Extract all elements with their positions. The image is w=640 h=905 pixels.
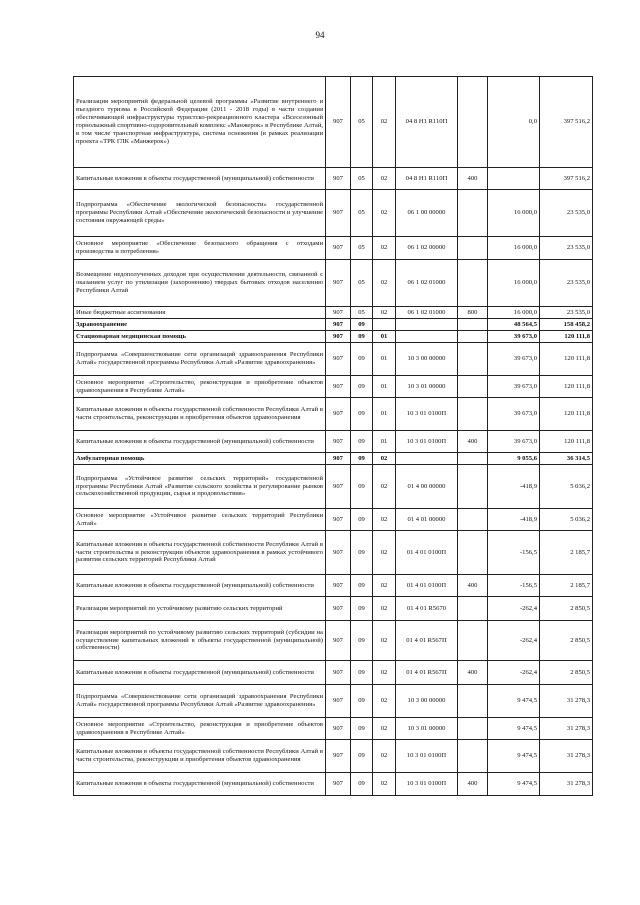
target-article-code: 10 3 01 00000 <box>396 376 458 398</box>
target-article-code: 01 4 01 R567П <box>396 661 458 685</box>
section-code: 09 <box>351 661 373 685</box>
amount-total: 120 111,8 <box>540 331 593 343</box>
grbs-code: 907 <box>326 77 351 168</box>
expense-type-code <box>458 718 488 740</box>
grbs-code: 907 <box>326 509 351 531</box>
section-code: 05 <box>351 307 373 319</box>
expense-type-code: 400 <box>458 168 488 190</box>
expense-type-code: 800 <box>458 307 488 319</box>
expense-type-code <box>458 621 488 661</box>
amount-change: 9 474,5 <box>488 740 540 773</box>
amount-total: 5 036,2 <box>540 509 593 531</box>
grbs-code: 907 <box>326 597 351 621</box>
subsection-code <box>373 319 396 331</box>
grbs-code: 907 <box>326 376 351 398</box>
grbs-code: 907 <box>326 661 351 685</box>
item-name: Здравоохранение <box>74 319 326 331</box>
grbs-code: 907 <box>326 331 351 343</box>
table-row <box>74 343 593 376</box>
table-row <box>74 453 593 465</box>
section-code: 09 <box>351 575 373 597</box>
amount-change: 16 000,0 <box>488 260 540 307</box>
table-row <box>74 773 593 796</box>
expense-type-code <box>458 509 488 531</box>
grbs-code: 907 <box>326 319 351 331</box>
section-code: 09 <box>351 597 373 621</box>
section-code: 09 <box>351 331 373 343</box>
amount-total: 120 111,8 <box>540 398 593 431</box>
amount-total: 23 535,0 <box>540 237 593 260</box>
grbs-code: 907 <box>326 190 351 237</box>
amount-change: 39 673,0 <box>488 343 540 376</box>
amount-change: -156,5 <box>488 575 540 597</box>
item-name: Капитальные вложения в объекты государственной собственности Республики Алтай в части строительства, реконструкции и приобретения объектов здравоохранения <box>74 740 326 773</box>
target-article-code: 06 1 00 00000 <box>396 190 458 237</box>
target-article-code: 10 3 00 00000 <box>396 343 458 376</box>
item-name: Реализация мероприятий федеральной целевой программы «Развитие внутреннего и въездного туризма в Российской Федерации (2011 - 2018 годы) в части создания обеспечивающей инфраструктуры туристско-рекреационного кластера «Всесезонный горнолыжный спортивно-оздоровительный комплекс «Манжерок» в Республике Алтай, в том числе транспортная инфраструктура, система оснежения (в рамках реализации проекта «ТРК ГЛК «Манжерок») <box>74 77 326 168</box>
expense-type-code <box>458 740 488 773</box>
grbs-code: 907 <box>326 307 351 319</box>
subsection-code: 02 <box>373 509 396 531</box>
table-row <box>74 237 593 260</box>
grbs-code: 907 <box>326 453 351 465</box>
subsection-code: 02 <box>373 661 396 685</box>
expense-type-code <box>458 465 488 509</box>
section-code: 09 <box>351 718 373 740</box>
grbs-code: 907 <box>326 685 351 718</box>
table-row <box>74 718 593 740</box>
item-name: Подпрограмма «Совершенствование сети организаций здравоохранения Республики Алтай» государственной программы Республики Алтай «Развитие здравоохранения» <box>74 685 326 718</box>
grbs-code: 907 <box>326 237 351 260</box>
item-name: Иные бюджетные ассигнования <box>74 307 326 319</box>
target-article-code: 10 3 01 0100П <box>396 431 458 453</box>
section-code: 09 <box>351 621 373 661</box>
amount-change: 9 055,6 <box>488 453 540 465</box>
item-name: Возмещение недополученных доходов при осуществлении деятельности, связанной с оказанием услуг по утилизации (захоронению) твердых бытовых отходов населению Республики Алтай <box>74 260 326 307</box>
subsection-code: 02 <box>373 740 396 773</box>
amount-total: 120 111,8 <box>540 343 593 376</box>
amount-change: 39 673,0 <box>488 431 540 453</box>
target-article-code: 10 3 01 0100П <box>396 740 458 773</box>
subsection-code: 02 <box>373 77 396 168</box>
target-article-code: 06 1 02 01000 <box>396 307 458 319</box>
table-row <box>74 509 593 531</box>
target-article-code: 04 8 Н1 R110П <box>396 168 458 190</box>
subsection-code: 01 <box>373 431 396 453</box>
target-article-code: 01 4 01 00000 <box>396 509 458 531</box>
subsection-code: 02 <box>373 685 396 718</box>
table-row <box>74 398 593 431</box>
grbs-code: 907 <box>326 621 351 661</box>
table-row <box>74 740 593 773</box>
target-article-code: 04 8 Н1 R110П <box>396 77 458 168</box>
amount-total: 2 185,7 <box>540 575 593 597</box>
item-name: Подпрограмма «Совершенствование сети организаций здравоохранения Республики Алтай» государственной программы Республики Алтай «Развитие здравоохранения» <box>74 343 326 376</box>
target-article-code: 06 1 02 01000 <box>396 260 458 307</box>
item-name: Реализация мероприятий по устойчивому развитию сельских территорий (субсидии на осуществление капитальных вложений в объекты государственной (муниципальной) собственности) <box>74 621 326 661</box>
table-row <box>74 319 593 331</box>
subsection-code: 02 <box>373 453 396 465</box>
table-row <box>74 575 593 597</box>
target-article-code: 01 4 01 R567П <box>396 621 458 661</box>
item-name: Капитальные вложения в объекты государственной (муниципальной) собственности <box>74 661 326 685</box>
target-article-code: 10 3 00 00000 <box>396 685 458 718</box>
amount-change: 0,0 <box>488 77 540 168</box>
section-code: 09 <box>351 376 373 398</box>
subsection-code: 02 <box>373 718 396 740</box>
amount-change: 16 000,0 <box>488 307 540 319</box>
amount-change: -262,4 <box>488 597 540 621</box>
amount-total: 23 535,0 <box>540 190 593 237</box>
grbs-code: 907 <box>326 575 351 597</box>
section-code: 09 <box>351 431 373 453</box>
amount-change <box>488 168 540 190</box>
section-code: 09 <box>351 531 373 575</box>
expense-type-code <box>458 190 488 237</box>
expense-type-code <box>458 319 488 331</box>
table-row <box>74 661 593 685</box>
subsection-code: 02 <box>373 168 396 190</box>
item-name: Капитальные вложения в объекты государственной (муниципальной) собственности <box>74 168 326 190</box>
grbs-code: 907 <box>326 398 351 431</box>
amount-change: -262,4 <box>488 621 540 661</box>
section-code: 05 <box>351 260 373 307</box>
item-name: Подпрограмма «Обеспечение экологической безопасности» государственной программы Республики Алтай «Обеспечение экологической безопасности и улучшение состояния окружающей среды» <box>74 190 326 237</box>
amount-change: 9 474,5 <box>488 685 540 718</box>
item-name: Стационарная медицинская помощь <box>74 331 326 343</box>
expense-type-code <box>458 376 488 398</box>
table-row <box>74 168 593 190</box>
table-row <box>74 597 593 621</box>
table-row <box>74 260 593 307</box>
subsection-code: 01 <box>373 331 396 343</box>
grbs-code: 907 <box>326 773 351 796</box>
amount-total: 31 278,3 <box>540 740 593 773</box>
amount-change: 39 673,0 <box>488 331 540 343</box>
section-code: 05 <box>351 77 373 168</box>
amount-change: 9 474,5 <box>488 773 540 796</box>
section-code: 09 <box>351 773 373 796</box>
subsection-code: 02 <box>373 237 396 260</box>
amount-total: 5 036,2 <box>540 465 593 509</box>
grbs-code: 907 <box>326 531 351 575</box>
target-article-code: 01 4 01 0100П <box>396 575 458 597</box>
section-code: 09 <box>351 509 373 531</box>
target-article-code: 01 4 00 00000 <box>396 465 458 509</box>
subsection-code: 02 <box>373 531 396 575</box>
amount-total: 31 278,3 <box>540 685 593 718</box>
grbs-code: 907 <box>326 465 351 509</box>
item-name: Капитальные вложения в объекты государственной (муниципальной) собственности <box>74 575 326 597</box>
amount-change: -262,4 <box>488 661 540 685</box>
item-name: Основное мероприятие «Строительство, реконструкция и приобретение объектов здравоохранения в Республике Алтай» <box>74 718 326 740</box>
subsection-code: 02 <box>373 307 396 319</box>
grbs-code: 907 <box>326 740 351 773</box>
expense-type-code <box>458 331 488 343</box>
expense-type-code: 400 <box>458 431 488 453</box>
grbs-code: 907 <box>326 718 351 740</box>
expense-type-code <box>458 77 488 168</box>
subsection-code: 02 <box>373 575 396 597</box>
section-code: 05 <box>351 168 373 190</box>
target-article-code <box>396 331 458 343</box>
item-name: Основное мероприятие «Обеспечение безопасного обращения с отходами производства и потребления» <box>74 237 326 260</box>
page-number: 94 <box>315 30 325 40</box>
grbs-code: 907 <box>326 343 351 376</box>
amount-change: 16 000,0 <box>488 190 540 237</box>
section-code: 05 <box>351 237 373 260</box>
table-row <box>74 621 593 661</box>
target-article-code: 10 3 01 0100П <box>396 773 458 796</box>
subsection-code: 01 <box>373 398 396 431</box>
expense-type-code <box>458 453 488 465</box>
amount-change: 39 673,0 <box>488 398 540 431</box>
subsection-code: 02 <box>373 597 396 621</box>
subsection-code: 02 <box>373 773 396 796</box>
target-article-code: 01 4 01 R5670 <box>396 597 458 621</box>
table-row <box>74 190 593 237</box>
expense-type-code <box>458 398 488 431</box>
amount-total: 2 850,5 <box>540 661 593 685</box>
section-code: 09 <box>351 453 373 465</box>
amount-total: 120 111,8 <box>540 376 593 398</box>
grbs-code: 907 <box>326 260 351 307</box>
amount-change: 16 000,0 <box>488 237 540 260</box>
target-article-code: 10 3 01 00000 <box>396 718 458 740</box>
target-article-code: 01 4 01 0100П <box>396 531 458 575</box>
expense-type-code <box>458 343 488 376</box>
amount-change: -418,9 <box>488 465 540 509</box>
amount-total: 158 458,2 <box>540 319 593 331</box>
amount-total: 397 516,2 <box>540 168 593 190</box>
table-row <box>74 531 593 575</box>
table-row <box>74 431 593 453</box>
expense-type-code <box>458 685 488 718</box>
expense-type-code <box>458 260 488 307</box>
expense-type-code <box>458 237 488 260</box>
item-name: Амбулаторная помощь <box>74 453 326 465</box>
table-row <box>74 465 593 509</box>
amount-total: 36 314,5 <box>540 453 593 465</box>
table-row <box>74 307 593 319</box>
item-name: Подпрограмма «Устойчивое развитие сельских территорий» государственной программы Республики Алтай «Развитие сельского хозяйства и регулирование рынков сельскохозяйственной продукции, сырья и продовольствия» <box>74 465 326 509</box>
subsection-code: 02 <box>373 465 396 509</box>
item-name: Капитальные вложения в объекты государственной (муниципальной) собственности <box>74 431 326 453</box>
section-code: 09 <box>351 465 373 509</box>
amount-total: 2 185,7 <box>540 531 593 575</box>
amount-change: 39 673,0 <box>488 376 540 398</box>
target-article-code: 10 3 01 0100П <box>396 398 458 431</box>
expense-type-code: 400 <box>458 575 488 597</box>
expense-type-code: 400 <box>458 661 488 685</box>
amount-total: 31 278,3 <box>540 773 593 796</box>
subsection-code: 02 <box>373 621 396 661</box>
table-row <box>74 331 593 343</box>
section-code: 09 <box>351 343 373 376</box>
amount-total: 120 111,8 <box>540 431 593 453</box>
table-row <box>74 685 593 718</box>
table-row <box>74 77 593 168</box>
item-name: Капитальные вложения в объекты государственной (муниципальной) собственности <box>74 773 326 796</box>
amount-total: 31 278,3 <box>540 718 593 740</box>
table-row <box>74 376 593 398</box>
item-name: Основное мероприятие «Строительство, реконструкция и приобретение объектов здравоохранения в Республике Алтай» <box>74 376 326 398</box>
budget-table <box>73 76 593 796</box>
target-article-code: 06 1 02 00000 <box>396 237 458 260</box>
section-code: 09 <box>351 685 373 718</box>
target-article-code <box>396 319 458 331</box>
expense-type-code <box>458 597 488 621</box>
amount-change: -418,9 <box>488 509 540 531</box>
amount-total: 397 516,2 <box>540 77 593 168</box>
grbs-code: 907 <box>326 431 351 453</box>
amount-change: 48 564,5 <box>488 319 540 331</box>
section-code: 09 <box>351 398 373 431</box>
amount-change: 9 474,5 <box>488 718 540 740</box>
subsection-code: 01 <box>373 343 396 376</box>
amount-total: 2 850,5 <box>540 621 593 661</box>
expense-type-code: 400 <box>458 773 488 796</box>
table-body <box>74 77 593 796</box>
section-code: 09 <box>351 740 373 773</box>
amount-total: 2 850,5 <box>540 597 593 621</box>
subsection-code: 02 <box>373 260 396 307</box>
item-name: Капитальные вложения в объекты государственной собственности Республики Алтай в части строительства, реконструкции и приобретения объектов здравоохранения <box>74 398 326 431</box>
item-name: Капитальные вложения в объекты государственной собственности Республики Алтай в части строительства и реконструкции объектов здравоохранения в рамках устойчивого развития сельских территорий Республики Алтай <box>74 531 326 575</box>
target-article-code <box>396 453 458 465</box>
item-name: Реализация мероприятий по устойчивому развитию сельских территорий <box>74 597 326 621</box>
amount-total: 23 535,0 <box>540 260 593 307</box>
amount-change: -156,5 <box>488 531 540 575</box>
subsection-code: 01 <box>373 376 396 398</box>
section-code: 09 <box>351 319 373 331</box>
amount-total: 23 535,0 <box>540 307 593 319</box>
section-code: 05 <box>351 190 373 237</box>
item-name: Основное мероприятие «Устойчивое развитие сельских территорий Республики Алтай» <box>74 509 326 531</box>
expense-type-code <box>458 531 488 575</box>
grbs-code: 907 <box>326 168 351 190</box>
subsection-code: 02 <box>373 190 396 237</box>
